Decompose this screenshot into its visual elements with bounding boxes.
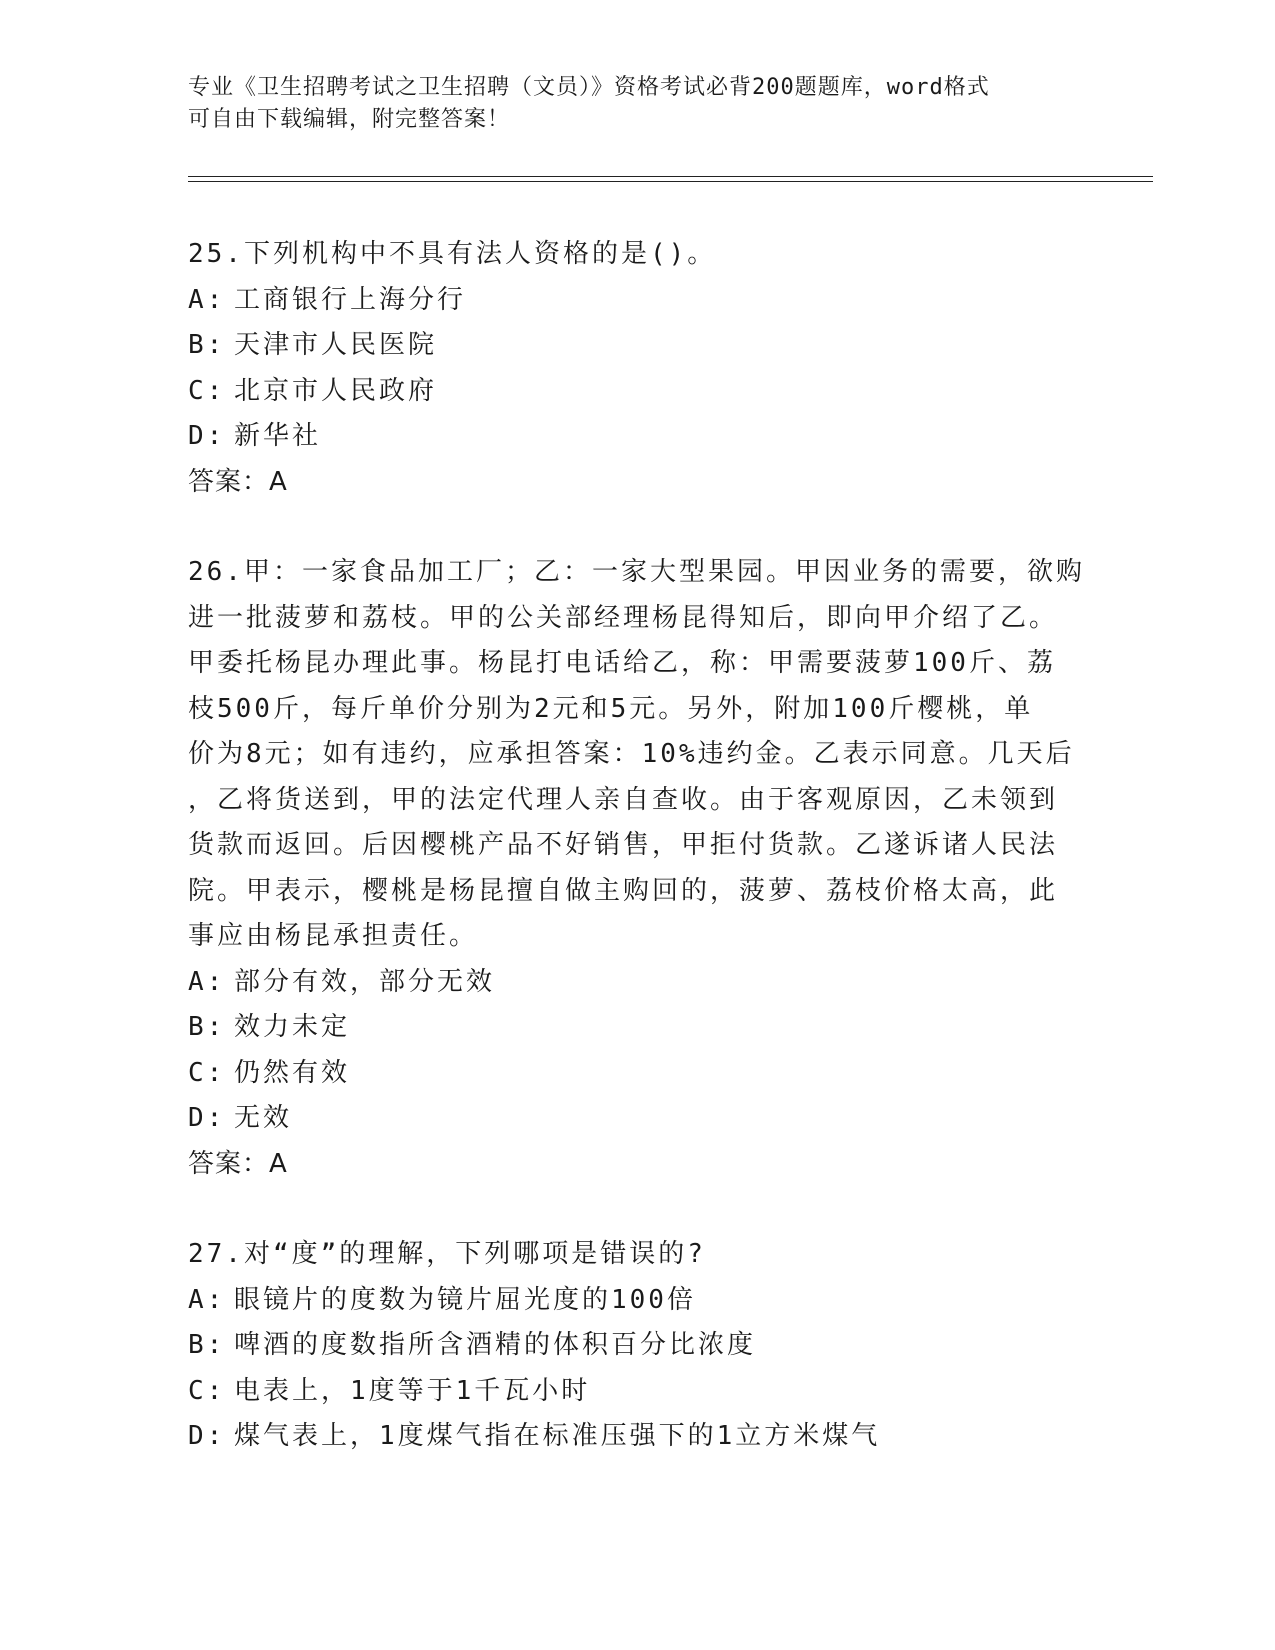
question-26 [188, 550, 1108, 1187]
option-letter: B: [188, 1012, 226, 1042]
question-25 [188, 232, 1108, 505]
option-d [188, 1096, 1108, 1142]
option-c [188, 369, 1108, 415]
option-text: 工商银行上海分行 [234, 284, 467, 315]
question-stem-line: 事应由杨昆承担责任。 [188, 921, 479, 951]
answer-line: 答案：A [188, 1148, 288, 1179]
option-letter: D: [188, 1421, 226, 1451]
option-a [188, 960, 1108, 1006]
option-text: 天津市人民医院 [234, 330, 438, 360]
question-stem: 27.对“度”的理解，下列哪项是错误的? [188, 1239, 706, 1269]
option-text: 新华社 [234, 421, 322, 451]
document-header [188, 72, 1088, 136]
option-text: 部分有效，部分无效 [234, 966, 496, 997]
option-a [188, 1278, 1108, 1324]
option-text: 无效 [234, 1103, 293, 1133]
answer-line: 答案：A [188, 466, 288, 497]
question-stem-line: 院。甲表示，樱桃是杨昆擅自做主购回的，菠萝、荔枝价格太高，此 [188, 875, 1059, 906]
option-b [188, 323, 1108, 369]
option-d [188, 414, 1108, 460]
option-text: 电表上，1度等于1千瓦小时 [234, 1375, 591, 1406]
question-stem-line: 甲委托杨昆办理此事。杨昆打电话给乙，称：甲需要菠萝100斤、荔 [188, 648, 1056, 678]
option-b [188, 1323, 1108, 1369]
option-d [188, 1414, 1108, 1460]
option-letter: A: [188, 966, 226, 997]
option-c [188, 1369, 1108, 1415]
option-text: 北京市人民政府 [234, 375, 438, 406]
question-stem-line: 货款而返回。后因樱桃产品不好销售，甲拒付货款。乙遂诉诸人民法 [188, 830, 1059, 860]
question-list [188, 232, 1108, 1460]
option-letter: C: [188, 1057, 226, 1088]
option-letter: C: [188, 1375, 226, 1406]
header-line-2: 可自由下载编辑，附完整答案！ [188, 107, 511, 132]
option-b [188, 1005, 1108, 1051]
option-letter: D: [188, 1103, 226, 1133]
question-stem-line: ，乙将货送到，甲的法定代理人亲自查收。由于客观原因，乙未领到 [188, 784, 1059, 815]
option-text: 仍然有效 [234, 1057, 351, 1088]
option-letter: A: [188, 284, 226, 315]
option-letter: D: [188, 421, 226, 451]
option-letter: B: [188, 330, 226, 360]
question-stem-line: 26.甲：一家食品加工厂；乙：一家大型果园。甲因业务的需要，欲购 [188, 557, 1085, 587]
question-stem-line: 价为8元；如有违约，应承担答案：10%违约金。乙表示同意。几天后 [188, 739, 1075, 769]
option-a [188, 278, 1108, 324]
option-text: 效力未定 [234, 1012, 351, 1042]
option-letter: C: [188, 375, 226, 406]
option-letter: A: [188, 1284, 226, 1315]
option-letter: B: [188, 1330, 226, 1360]
option-text: 啤酒的度数指所含酒精的体积百分比浓度 [234, 1330, 757, 1360]
question-stem-line: 枝500斤，每斤单价分别为2元和5元。另外，附加100斤樱桃，单 [188, 693, 1034, 724]
header-line-1: 专业《卫生招聘考试之卫生招聘（文员）》资格考试必背200题题库，word格式 [188, 75, 990, 100]
option-text: 煤气表上，1度煤气指在标准压强下的1立方米煤气 [234, 1421, 881, 1451]
option-c [188, 1051, 1108, 1097]
question-27 [188, 1232, 1108, 1460]
question-stem-line: 进一批菠萝和荔枝。甲的公关部经理杨昆得知后，即向甲介绍了乙。 [188, 602, 1059, 633]
option-text: 眼镜片的度数为镜片屈光度的100倍 [234, 1284, 696, 1315]
question-stem: 25.下列机构中不具有法人资格的是()。 [188, 239, 717, 269]
question-spacer [188, 1187, 1108, 1232]
question-spacer [188, 505, 1108, 550]
header-divider [188, 176, 1153, 182]
